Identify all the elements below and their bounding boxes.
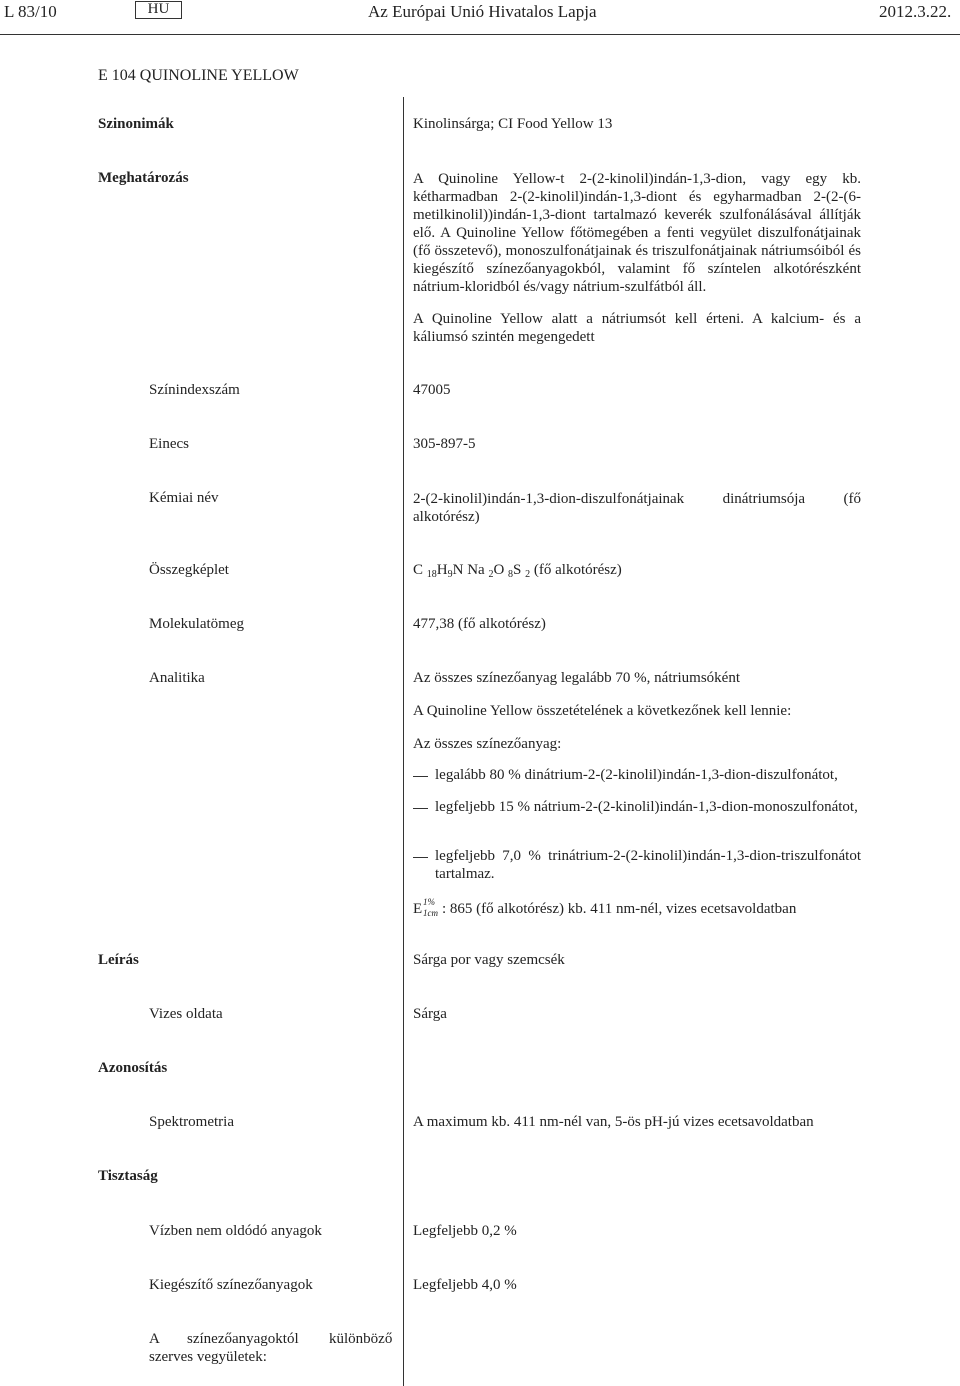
aqueous-label: Vizes oldata <box>149 1006 223 1022</box>
mol-weight-label: Molekulatömeg <box>149 616 244 632</box>
assay-item-1: legalább 80 % dinátrium-2-(2-kinolil)indán-1,3-dion-diszulfonátot, <box>435 767 838 783</box>
chemical-name-label: Kémiai név <box>149 490 219 506</box>
extinction-text: : 865 (fő alkotórész) kb. 411 nm-nél, vizes ecetsavoldatban <box>442 901 797 917</box>
organic-label-word-3: különböző <box>329 1331 393 1347</box>
description-label: Leírás <box>98 952 139 968</box>
journal-title: Az Európai Unió Hivatalos Lapja <box>368 2 597 21</box>
extinction-symbol: E <box>413 901 423 917</box>
subsidiary-value: Legfeljebb 4,0 % <box>413 1277 517 1293</box>
spectrometry-value: A maximum kb. 411 nm-nél van, 5-ös pH-jú vizes ecetsavoldatban <box>413 1114 814 1130</box>
identification-label: Azonosítás <box>98 1060 168 1076</box>
description-value: Sárga por vagy szemcsék <box>413 952 565 968</box>
extinction-subscript: 1cm <box>423 908 438 918</box>
assay-item-3: legfeljebb 7,0 % trinátrium-2-(2-kinolil)indán-1,3-dion-triszulfonátot tartalmaz. <box>435 848 861 882</box>
definition-label: Meghatározás <box>98 170 189 186</box>
language-badge: HU <box>135 1 182 19</box>
mol-weight-value: 477,38 (fő alkotórész) <box>413 616 546 632</box>
spectrometry-label: Spektrometria <box>149 1114 234 1130</box>
definition-paragraph-1: A Quinoline Yellow-t 2-(2-kinolil)indán-1,3-dion, vagy egy kb. kétharmadban 2-(2-kinolil)indán-1,3-diont és egyharmadban 2-(2-(6-metilkinolil))indán-1,3-diont tartalmazó keverék szulfonálásával állítják elő. A Quinoline Yellow főtömegében a fenti vegyület diszulfonátjainak (fő összetevő), monoszulfonátjainak és triszulfonátjainak nátriumsóiból és kiegészítő színezőanyagokból, valamint fő színtelen alkotórészként nátrium-kloridból és/vagy nátrium-szulfátból áll. <box>413 171 861 295</box>
dash-1 <box>413 776 428 777</box>
chemical-name-value: 2-(2-kinolil)indán-1,3-dion-diszulfonátjainak dinátriumsója (fő alkotórész) <box>413 491 861 525</box>
column-divider <box>403 97 404 1386</box>
document-title: E 104 QUINOLINE YELLOW <box>98 67 299 84</box>
organic-label-word-2: színezőanyagoktól <box>187 1331 299 1347</box>
extinction-superscript: 1% <box>423 897 435 907</box>
header-divider <box>0 34 960 35</box>
definition-paragraph-2: A Quinoline Yellow alatt a nátriumsót kell érteni. A kalcium- és a káliumsó szintén megengedett <box>413 311 861 345</box>
publication-date: 2012.3.22. <box>879 2 952 21</box>
assay-line-1: Az összes színezőanyag legalább 70 %, nátriumsóként <box>413 670 740 686</box>
color-index-label: Színindexszám <box>149 382 240 398</box>
insoluble-value: Legfeljebb 0,2 % <box>413 1223 517 1239</box>
formula-label: Összegképlet <box>149 562 229 578</box>
einecs-label: Einecs <box>149 436 189 452</box>
dash-2 <box>413 808 428 809</box>
purity-label: Tisztaság <box>98 1168 158 1184</box>
synonyms-label: Szinonimák <box>98 116 174 132</box>
assay-label: Analitika <box>149 670 205 686</box>
dash-3 <box>413 857 428 858</box>
formula-value: C $_{18}H_9N$ Na $_2$O $_8$S $_2$ (fő alkotórész) <box>413 562 622 580</box>
page-reference: L 83/10 <box>4 2 57 21</box>
organic-label-line-2: szerves vegyületek: <box>149 1349 267 1365</box>
insoluble-label: Vízben nem oldódó anyagok <box>149 1223 322 1239</box>
assay-item-2: legfeljebb 15 % nátrium-2-(2-kinolil)indán-1,3-dion-monoszulfonátot, <box>435 799 858 815</box>
color-index-value: 47005 <box>413 382 451 398</box>
organic-label-word-1: A <box>149 1331 160 1347</box>
subsidiary-label: Kiegészítő színezőanyagok <box>149 1277 313 1293</box>
aqueous-value: Sárga <box>413 1006 447 1022</box>
synonyms-value: Kinolinsárga; CI Food Yellow 13 <box>413 116 613 132</box>
einecs-value: 305-897-5 <box>413 436 476 452</box>
assay-line-2: A Quinoline Yellow összetételének a következőnek kell lennie: <box>413 703 792 719</box>
assay-line-3: Az összes színezőanyag: <box>413 736 562 752</box>
